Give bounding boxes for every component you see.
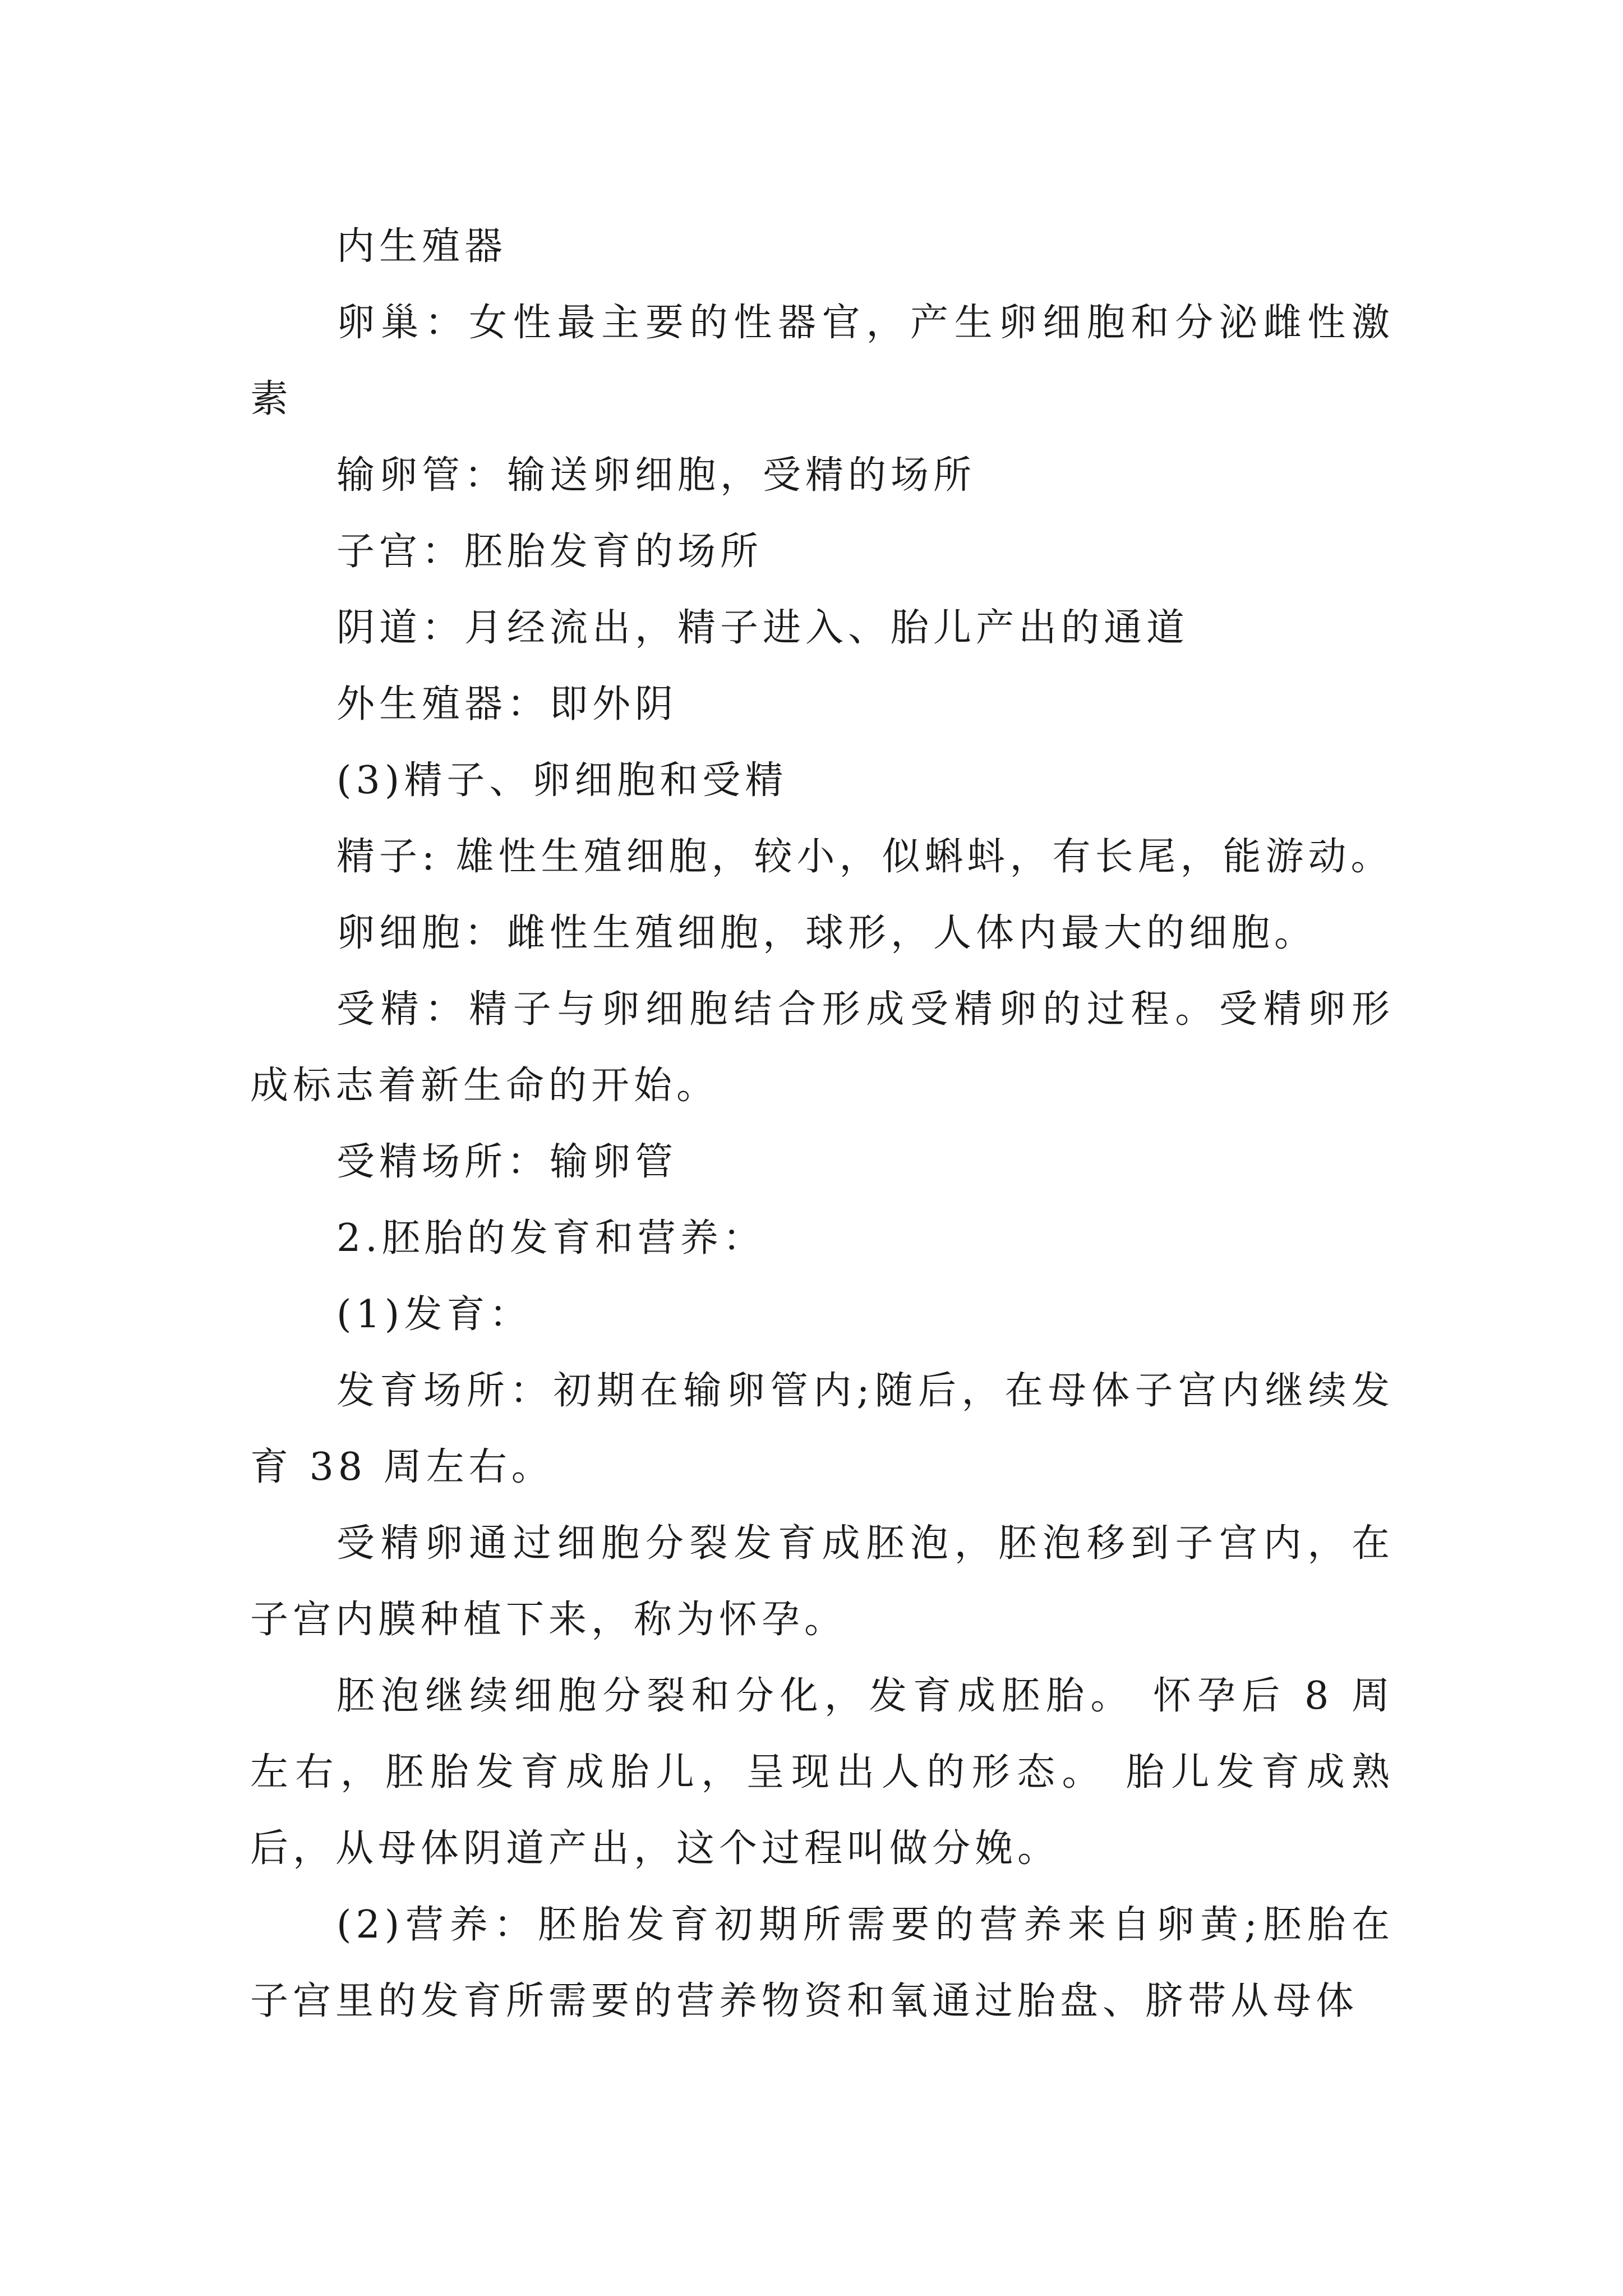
- paragraph: 受精：精子与卵细胞结合形成受精卵的过程。受精卵形成标志着新生命的开始。: [250, 987, 1394, 1108]
- paragraph: 受精场所：输卵管: [336, 1140, 678, 1184]
- paragraph: 卵细胞：雌性生殖细胞，球形，人体内最大的细胞。: [336, 911, 1317, 955]
- paragraph: 胚泡继续细胞分裂和分化，发育成胚胎。 怀孕后 8 周左右，胚胎发育成胎儿，呈现出人的形态。 胎儿发育成熟后，从母体阴道产出，这个过程叫做分娩。: [250, 1674, 1394, 1871]
- paragraph: 内生殖器: [336, 224, 508, 269]
- paragraph: 外生殖器：即外阴: [336, 682, 678, 726]
- paragraph: (1)发育：: [336, 1292, 532, 1337]
- paragraph: 子宫：胚胎发育的场所: [336, 530, 763, 574]
- paragraph: 精子: 雄性生殖细胞，较小，似蝌蚪，有长尾，能游动。: [336, 835, 1394, 879]
- paragraph: 受精卵通过细胞分裂发育成胚泡，胚泡移到子宫内，在子宫内膜种植下来，称为怀孕。: [250, 1521, 1394, 1642]
- paragraph: 阴道：月经流出，精子进入、胎儿产出的通道: [336, 606, 1189, 650]
- paragraph: 发育场所：初期在输卵管内;随后，在母体子宫内继续发育 38 周左右。: [250, 1369, 1394, 1489]
- paragraph: 2.胚胎的发育和营养：: [336, 1216, 766, 1260]
- paragraph: 卵巢：女性最主要的性器官，产生卵细胞和分泌雌性激素: [250, 301, 1394, 421]
- paragraph: (3)精子、卵细胞和受精: [336, 758, 788, 803]
- document-body: [250, 209, 1394, 2040]
- paragraph: 输卵管：输送卵细胞，受精的场所: [336, 453, 976, 498]
- paragraph: (2)营养：胚胎发育初期所需要的营养来自卵黄;胚胎在子宫里的发育所需要的营养物资和氧通过胎盘、脐带从母体: [250, 1903, 1394, 2023]
